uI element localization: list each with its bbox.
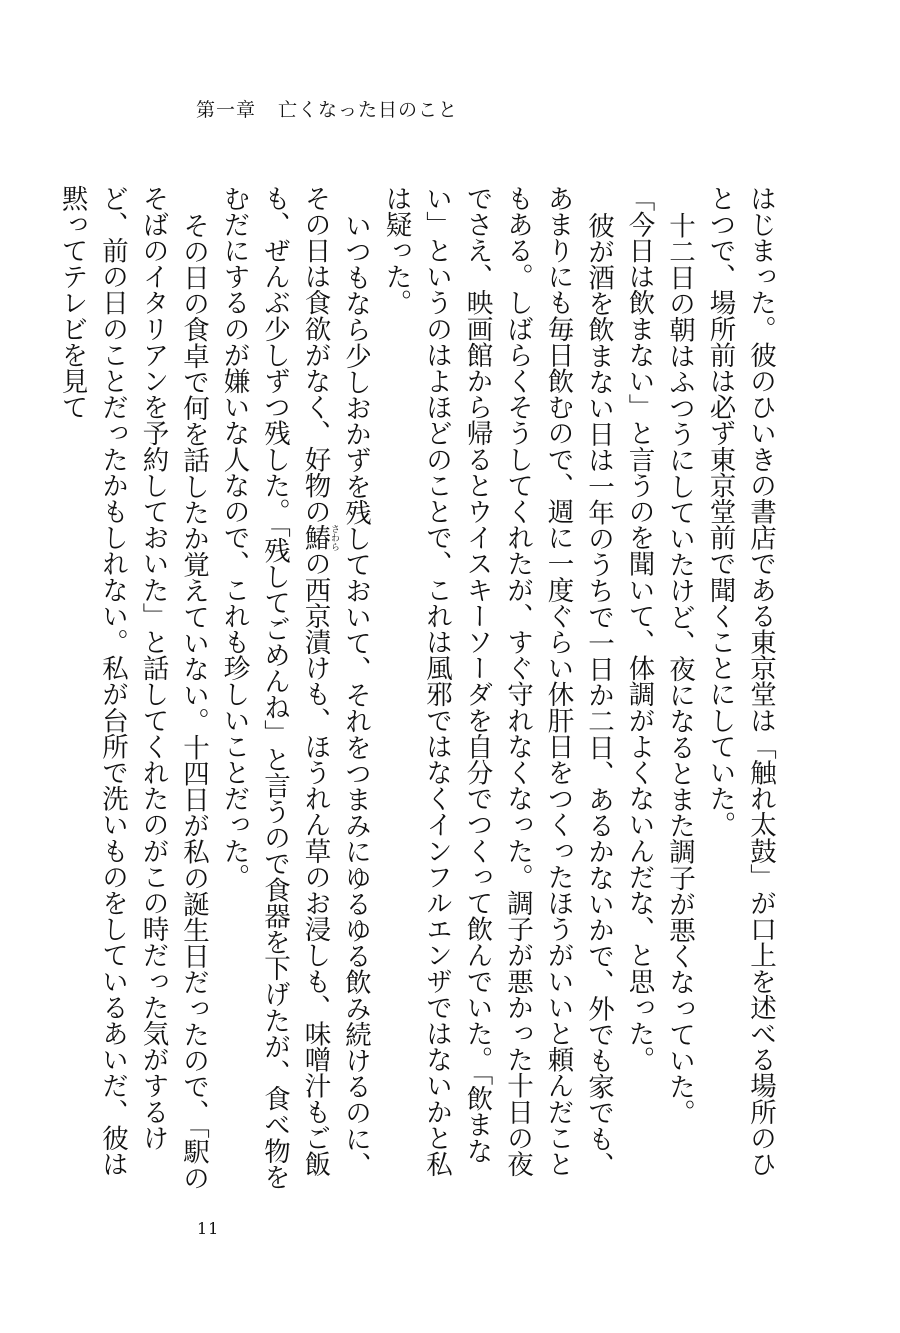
paragraph-1: はじまった。彼のひいきの書店である東京堂は「触れ太鼓」が口上を述べる場所のひとつで、場所前は必ず東京堂前で聞くことにしていた。 <box>704 185 776 1177</box>
ruby-base: 鰆 <box>299 523 331 551</box>
furigana-sawara <box>299 523 339 551</box>
paragraph-5-text-after: の西京漬けも、ほうれん草のお浸しも、味噌汁もご飯も、ぜんぶ少しずつ残した。「残してごめんね」と言うので食器を下げたが、食べ物をむだにするのが嫌いな人なので、これも珍しいことだった。 <box>218 185 331 1190</box>
paragraph-4: 彼が酒を飲まない日は一年のうちで一日か二日、あるかないかで、外でも家でも、あまりにも毎日飲むので、週に一度ぐらい休肝日をつくったほうがいいと頼んだこともある。しばらくそうしてくれたが、すぐ守れなくなった。調子が悪かった十日の夜でさえ、映画館から帰るとウイスキーソーダを自分でつくって飲んでいた。「飲まない」というのはよほどのことで、これは風邪ではなくインフルエンザではないかと私は疑った。 <box>380 185 614 1178</box>
ruby-reading: さわら <box>329 523 339 551</box>
paragraph-6: その日の食卓で何を話したか覚えていない。十四日が私の誕生日だったので、「駅のそばのイタリアンを予約しておいた」と話してくれたのがこの時だった気がするけど、前の日のことだったかもしれない。私が台所で洗いものをしているあいだ、彼は黙ってテレビを見て <box>56 185 209 1191</box>
paragraph-5 <box>213 185 375 1195</box>
paragraph-2: 十二日の朝はふつうにしていたけど、夜になるとまた調子が悪くなっていた。 <box>664 211 695 1126</box>
vertical-body-text <box>56 185 780 1195</box>
chapter-title: 亡くなった日のこと <box>278 99 459 121</box>
paragraph-3: 「今日は飲まない」と言うのを聞いて、体調がよくないんだな、と思った。 <box>623 185 655 1073</box>
chapter-number: 第一章 <box>196 99 257 121</box>
page-number: 11 <box>197 1219 220 1238</box>
running-head <box>196 95 458 122</box>
paragraph-5-text-before: いつもなら少しおかずを残しておいて、それをつまみにゆるゆる飲み続けるのに、その日は食欲がなく、好物の <box>299 185 371 1178</box>
